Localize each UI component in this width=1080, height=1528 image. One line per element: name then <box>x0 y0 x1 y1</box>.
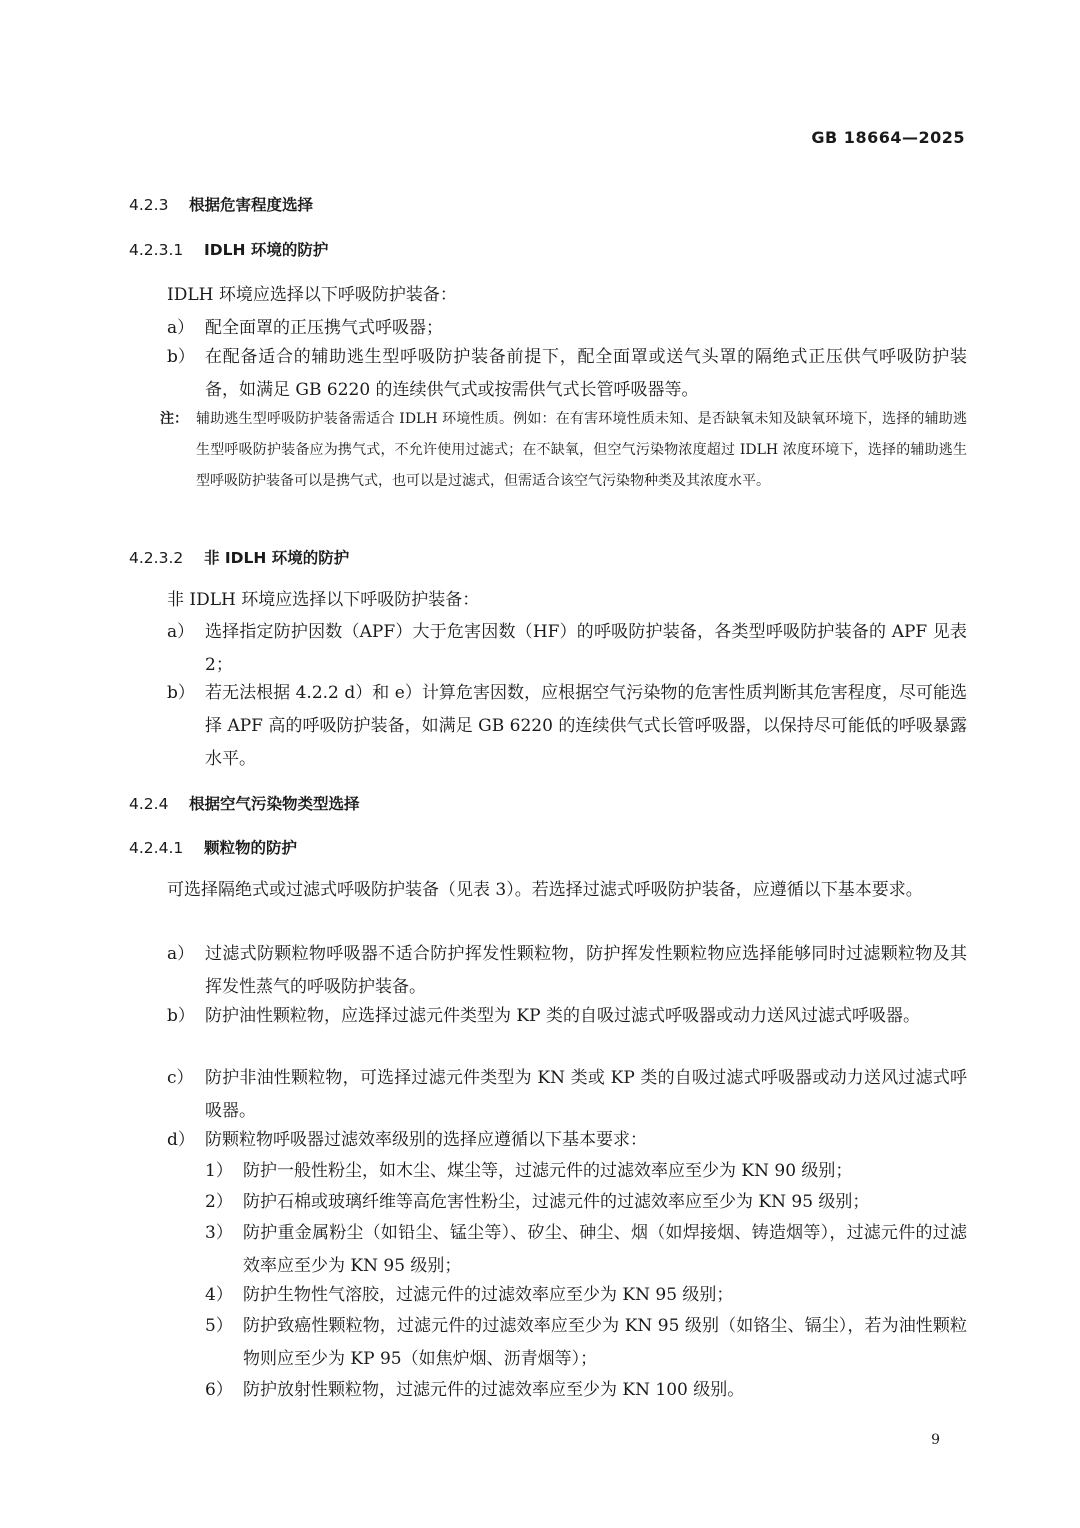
section-heading-4-2-3 <box>129 193 313 215</box>
list-item <box>167 938 967 1004</box>
list-text: 过滤式防颗粒物呼吸器不适合防护挥发性颗粒物，防护挥发性颗粒物应选择能够同时过滤颗粒物及其挥发性蒸气的呼吸防护装备。 <box>205 944 967 997</box>
list-text: 选择指定防护因数（APF）大于危害因数（HF）的呼吸防护装备，各类型呼吸防护装备的 APF 见表 2； <box>205 622 967 675</box>
page-number: 9 <box>931 1432 940 1448</box>
sub-list-item <box>205 1310 967 1376</box>
intro-paragraph: 可选择隔绝式或过滤式呼吸防护装备（见表 3）。若选择过滤式呼吸防护装备，应遵循以下基本要求。 <box>167 880 923 900</box>
sub-list-item <box>205 1186 967 1219</box>
note-text: 辅助逃生型呼吸防护装备需适合 IDLH 环境性质。例如：在有害环境性质未知、是否缺氧未知及缺氧环境下，选择的辅助逃生型呼吸防护装备应为携气式，不允许使用过滤式；在不缺氧，但空气污染物浓度超过 IDLH 浓度环境下，选择的辅助逃生型呼吸防护装备可以是携气式，也可以是过滤式，但需适合该空气污染物种类及其浓度水平。 <box>196 411 967 489</box>
intro-paragraph: 非 IDLH 环境应选择以下呼吸防护装备： <box>167 590 480 610</box>
list-text: 若无法根据 4.2.2 d）和 e）计算危害因数，应根据空气污染物的危害性质判断其危害程度，尽可能选择 APF 高的呼吸防护装备，如满足 GB 6220 的连续供气式长管呼吸器，以保持尽可能低的呼吸暴露水平。 <box>205 683 967 769</box>
sub-list-item <box>205 1279 967 1312</box>
section-title: 颗粒物的防护 <box>204 839 298 857</box>
section-number: 4.2.4 <box>129 795 169 813</box>
sub-list-text: 防护一般性粉尘，如木尘、煤尘等，过滤元件的过滤效率应至少为 KN 90 级别； <box>243 1161 853 1181</box>
list-marker: d） <box>167 1130 195 1150</box>
sub-list-item <box>205 1155 967 1188</box>
list-item <box>167 341 967 407</box>
sub-list-item <box>205 1374 967 1407</box>
note-label: 注： <box>160 411 188 427</box>
sub-list-text: 防护致癌性颗粒物，过滤元件的过滤效率应至少为 KN 95 级别（如铬尘、镉尘），若为油性颗粒物则应至少为 KP 95（如焦炉烟、沥青烟等）； <box>243 1316 967 1369</box>
list-item <box>167 677 967 776</box>
sub-list-marker: 3） <box>205 1223 233 1243</box>
sub-list-marker: 4） <box>205 1285 233 1305</box>
sub-list-item <box>205 1217 967 1283</box>
list-text: 配全面罩的正压携气式呼吸器； <box>205 318 443 338</box>
list-marker: b） <box>167 1006 195 1026</box>
note <box>160 404 967 497</box>
section-heading-4-2-3-1 <box>129 238 328 260</box>
list-item <box>167 1062 967 1128</box>
list-marker: a） <box>167 944 195 964</box>
section-number: 4.2.3 <box>129 196 169 214</box>
list-marker: c） <box>167 1068 194 1088</box>
list-marker: b） <box>167 683 195 703</box>
section-number: 4.2.4.1 <box>129 839 184 857</box>
sub-list-text: 防护生物性气溶胶，过滤元件的过滤效率应至少为 KN 95 级别； <box>243 1285 734 1305</box>
list-text: 防颗粒物呼吸器过滤效率级别的选择应遵循以下基本要求： <box>205 1130 647 1150</box>
section-title: 根据危害程度选择 <box>189 196 314 214</box>
standard-code: GB 18664—2025 <box>811 128 965 147</box>
sub-list-marker: 2） <box>205 1192 233 1212</box>
section-title: IDLH 环境的防护 <box>204 241 329 259</box>
section-heading-4-2-3-2 <box>129 546 349 568</box>
list-marker: b） <box>167 347 195 367</box>
sub-list-marker: 6） <box>205 1380 233 1400</box>
section-title: 根据空气污染物类型选择 <box>189 795 360 813</box>
section-number: 4.2.3.1 <box>129 241 184 259</box>
list-text: 防护油性颗粒物，应选择过滤元件类型为 KP 类的自吸过滤式呼吸器或动力送风过滤式呼吸器。 <box>205 1006 920 1026</box>
sub-list-text: 防护放射性颗粒物，过滤元件的过滤效率应至少为 KN 100 级别。 <box>243 1380 745 1400</box>
sub-list-marker: 1） <box>205 1161 233 1181</box>
list-item <box>167 616 967 682</box>
sub-list-text: 防护石棉或玻璃纤维等高危害性粉尘，过滤元件的过滤效率应至少为 KN 95 级别； <box>243 1192 870 1212</box>
list-text: 在配备适合的辅助逃生型呼吸防护装备前提下，配全面罩或送气头罩的隔绝式正压供气呼吸防护装备，如满足 GB 6220 的连续供气式或按需供气式长管呼吸器等。 <box>205 347 967 400</box>
list-marker: a） <box>167 622 195 642</box>
section-heading-4-2-4 <box>129 792 360 814</box>
list-text: 防护非油性颗粒物，可选择过滤元件类型为 KN 类或 KP 类的自吸过滤式呼吸器或动力送风过滤式呼吸器。 <box>205 1068 967 1121</box>
list-item <box>167 1124 967 1157</box>
sub-list-text: 防护重金属粉尘（如铅尘、锰尘等）、矽尘、砷尘、烟（如焊接烟、铸造烟等），过滤元件的过滤效率应至少为 KN 95 级别； <box>243 1223 967 1276</box>
sub-list-marker: 5） <box>205 1316 233 1336</box>
section-heading-4-2-4-1 <box>129 836 297 858</box>
section-title: 非 IDLH 环境的防护 <box>204 549 350 567</box>
intro-paragraph: IDLH 环境应选择以下呼吸防护装备： <box>167 285 457 305</box>
list-item <box>167 1000 967 1033</box>
section-number: 4.2.3.2 <box>129 549 184 567</box>
list-marker: a） <box>167 318 195 338</box>
